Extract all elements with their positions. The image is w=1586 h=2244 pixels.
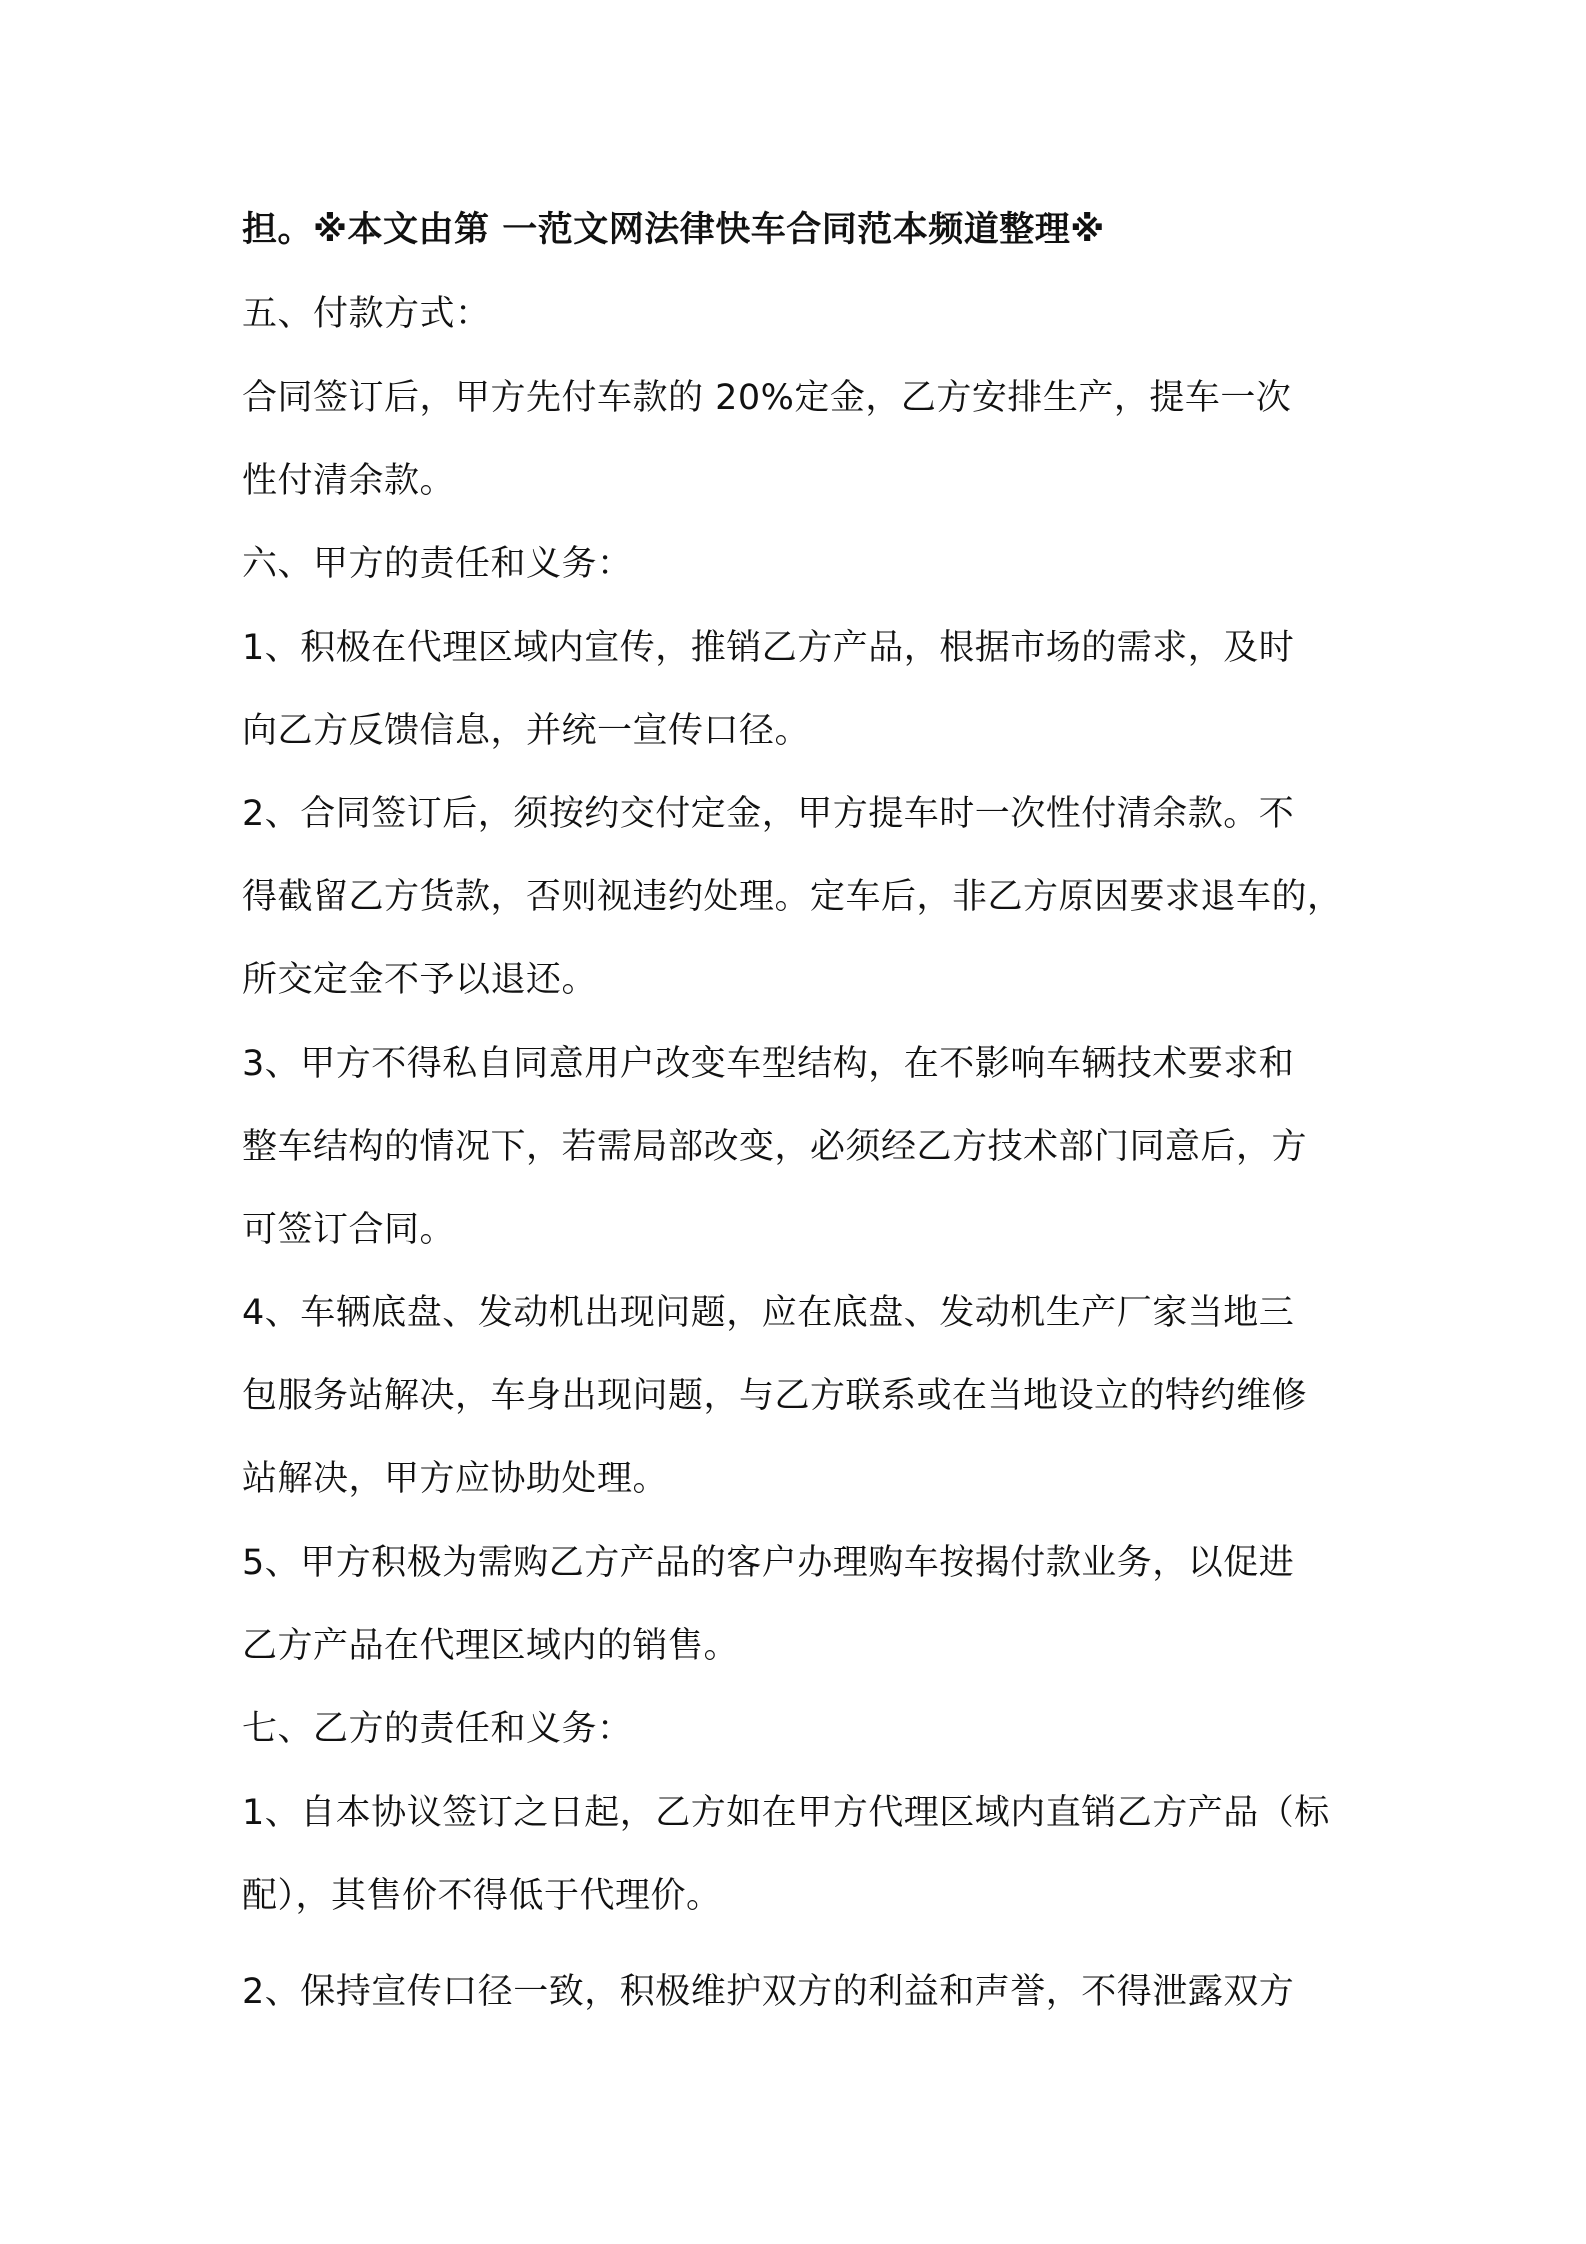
section-heading-party-a-duties: 六、甲方的责任和义务： xyxy=(242,544,633,584)
text-line-8: 2、合同签订后，须按约交付定金，甲方提车时一次性付清余款。不 xyxy=(242,794,1295,834)
text-line-14: 4、车辆底盘、发动机出现问题，应在底盘、发动机生产厂家当地三 xyxy=(242,1293,1295,1333)
text-line-9: 得截留乙方货款，否则视违约处理。定车后，非乙方原因要求退车的， xyxy=(242,877,1343,917)
text-line-17: 5、甲方积极为需购乙方产品的客户办理购车按揭付款业务，以促进 xyxy=(242,1543,1295,1583)
text-line-7: 向乙方反馈信息，并统一宣传口径。 xyxy=(242,711,811,751)
section-heading-party-b-duties: 七、乙方的责任和义务： xyxy=(242,1709,633,1749)
section-heading-payment: 五、付款方式： xyxy=(242,294,491,334)
text-line-4: 性付清余款。 xyxy=(242,461,456,501)
text-line-20: 1、自本协议签订之日起，乙方如在甲方代理区域内直销乙方产品（标 xyxy=(242,1793,1330,1833)
text-line-22: 2、保持宣传口径一致，积极维护双方的利益和声誉，不得泄露双方 xyxy=(242,1972,1295,2012)
text-line-12: 整车结构的情况下，若需局部改变，必须经乙方技术部门同意后，方 xyxy=(242,1127,1308,1167)
text-line-1: 担。※本文由第 一范文网法律快车合同范本频道整理※ xyxy=(242,210,1105,250)
text-line-16: 站解决，甲方应协助处理。 xyxy=(242,1459,669,1499)
text-line-11: 3、甲方不得私自同意用户改变车型结构，在不影响车辆技术要求和 xyxy=(242,1044,1295,1084)
text-line-21: 配），其售价不得低于代理价。 xyxy=(242,1876,722,1916)
text-line-13: 可签订合同。 xyxy=(242,1210,456,1250)
text-line-3: 合同签订后，甲方先付车款的 20%定金，乙方安排生产，提车一次 xyxy=(242,378,1292,418)
text-line-10: 所交定金不予以退还。 xyxy=(242,960,598,1000)
text-line-6: 1、积极在代理区域内宣传，推销乙方产品，根据市场的需求，及时 xyxy=(242,628,1295,668)
text-line-15: 包服务站解决，车身出现问题，与乙方联系或在当地设立的特约维修 xyxy=(242,1376,1308,1416)
text-line-18: 乙方产品在代理区域内的销售。 xyxy=(242,1626,740,1666)
